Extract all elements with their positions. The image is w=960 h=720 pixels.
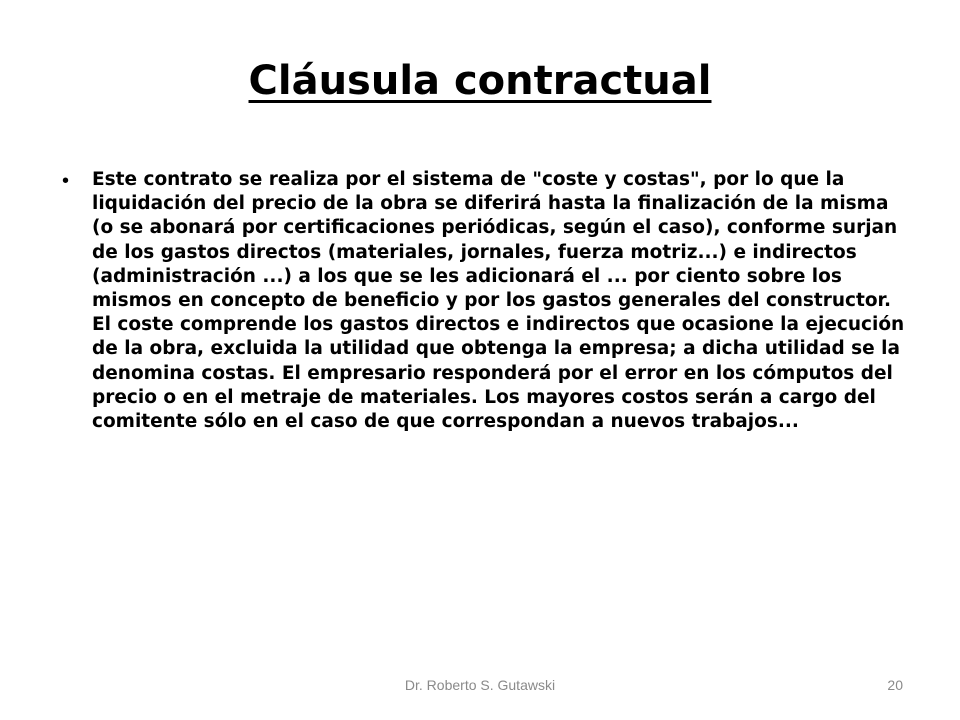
footer-author: Dr. Roberto S. Gutawski <box>404 677 556 693</box>
bullet-text: Este contrato se realiza por el sistema de "coste y costas", por lo que la liquidación del precio de la obra se diferirá hasta la finalización de la misma (o se abonará por certificaciones periódicas, según el caso), conforme surjan de los gastos directos (materiales, jornales, fuerza motriz...) e indirectos (administración ...) a los que se les adicionará el ... por ciento sobre los mismos en concepto de beneficio y por los gastos generales del constructor. El coste comprende los gastos directos e indirectos que ocasione la ejecución de la obra, excluida la utilidad que obtenga la empresa; a dicha utilidad se la denomina costas. El empresario responderá por el error en los cómputos del precio o en el metraje de materiales. Los mayores costos serán a cargo del comitente sólo en el caso de que correspondan a nuevos trabajos... <box>92 169 905 433</box>
slide-content <box>62 168 912 434</box>
slide-title-text: Cláusula contractual <box>248 58 712 104</box>
page-number: 20 <box>887 677 903 693</box>
slide-title <box>0 58 960 104</box>
bullet-marker: • <box>62 170 70 192</box>
bullet-item <box>62 168 912 434</box>
